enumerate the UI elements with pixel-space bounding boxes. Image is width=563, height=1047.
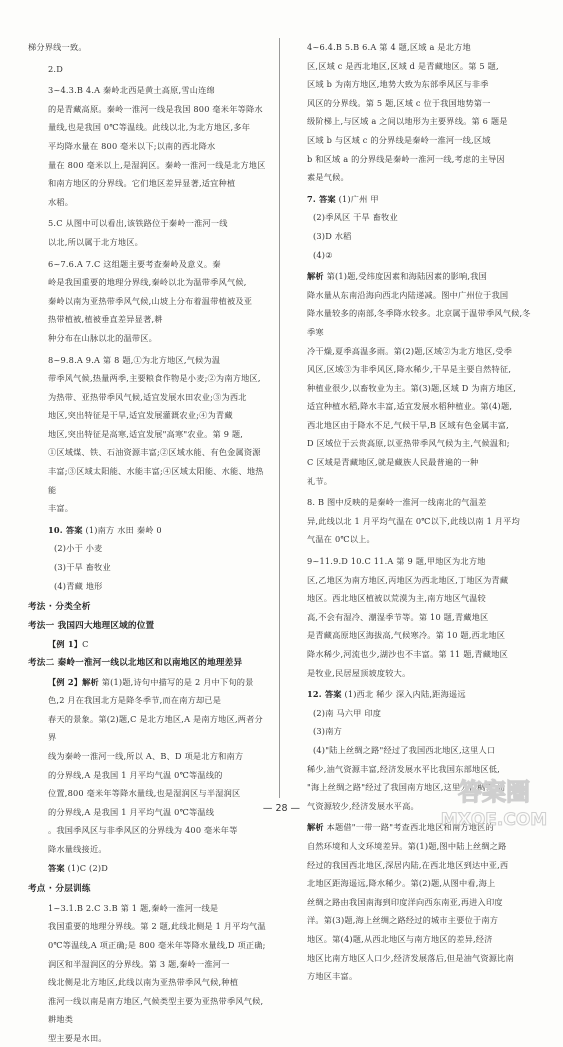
left-text-line: 丰富。 — [48, 503, 74, 514]
right-text-line: 解析 本题借"一带一路"考查西北地区和南方地区的 — [307, 822, 494, 833]
right-text-line: 气温在 0℃以上。 — [307, 534, 375, 545]
bold-label: 7. 答案 — [307, 193, 336, 204]
left-text-line: 3~4.3.B 4.A 秦岭北西是黄土高原,雪山连绵 — [48, 85, 215, 96]
right-text-line: 是青藏高原地区海拔高,气候寒冷。第 10 题,西北地区 — [307, 630, 506, 641]
right-text-line: 区域 b 与区域 c 的分界线是秦岭一淮河一线,区域 — [307, 134, 491, 145]
left-text-line: 地区,突出特征是干旱,适宜发展灌溉农业;④为青藏 — [48, 410, 233, 421]
left-text-line: 1~3.1.B 2.C 3.B 第 1 题,秦岭一淮河一线是 — [48, 902, 219, 913]
right-text-line: 风区,区域③为非季风区,降水稀少,干旱是主要自然特征, — [307, 364, 512, 375]
right-text-line: "海上丝绸之路"经过了我国南方地区,这里人口稠密,油 — [307, 782, 506, 793]
left-text-line: (3)干旱 畜牧业 — [54, 562, 111, 573]
left-text-line: 0℃等温线,A 项正确;是 800 毫米年等降水量线,D 项正确; — [48, 939, 266, 950]
right-text-line: 丝绸之路由我国南海到印度洋向西东南亚,再进入印度 — [307, 896, 503, 907]
left-text-line: 地区,突出特征是高寒,适宜发展"高寒"农业。第 9 题, — [48, 428, 244, 439]
column-divider — [279, 38, 280, 798]
left-text-line: 5.C 从图中可以看出,该铁路位于秦岭一淮河一线 — [48, 218, 228, 229]
left-text-line: 润区和半湿润区的分界线。第 3 题,秦岭一淮河一 — [48, 958, 230, 969]
left-text-line: 的分界线,A 是我国 1 月平均气温 0℃等温线的 — [48, 769, 223, 780]
right-text-line: 稀少,油气资源丰富,经济发展水平比我国东部地区低, — [307, 763, 500, 774]
left-text-line: 色,2 月在我国北方是降冬季节,而在南方却已是 — [48, 695, 222, 706]
left-text-line: 的分界线,A 是我国 1 月平均气温 0℃等温线 — [48, 806, 215, 817]
left-text-line: 带季风气候,热量两季,主要粮食作物是小麦;②为南方地区, — [48, 373, 261, 384]
right-text-line: (2)季风区 干旱 畜牧业 — [313, 212, 398, 223]
right-text-line: 冷干燥,夏季高温多雨。第(2)题,区域②为北方地区,受季 — [307, 345, 513, 356]
left-text-line: ①区域煤、铁、石油资源丰富;②区域水能、有色金属资源 — [48, 447, 261, 458]
left-column — [28, 38, 268, 1047]
right-text-line: 是牧业,民居屋顶坡度较大。 — [307, 667, 411, 678]
right-text-line: (4)② — [313, 249, 333, 260]
right-text-line: 4~6.4.B 5.B 6.A 第 4 题,区域 a 是北方地 — [307, 42, 471, 52]
right-text-line: b 和区域 a 的分界线是秦岭一淮河一线,考虑的主导因 — [307, 153, 505, 164]
left-text-line: 的是青藏高原。秦岭一淮河一线是我国 800 毫米年等降水 — [48, 103, 263, 114]
right-text-line: 方地区丰富。 — [307, 971, 358, 982]
right-column — [287, 38, 535, 986]
left-text-line: (4)青藏 地形 — [54, 580, 103, 591]
right-text-line: 种植业很少,以畜牧业为主。第(3)题,区域 D 为南方地区, — [307, 382, 517, 393]
right-text-line: (3)南方 — [313, 726, 342, 737]
right-text-line: 高,不会有湿冷、潮湿季节等。第 10 题,青藏地区 — [307, 611, 489, 622]
right-text-line: (3)D 水稻 — [313, 230, 352, 241]
left-text-line: 。我国季风区与非季风区的分界线为 400 毫米年等 — [48, 825, 238, 836]
right-text-line: 经过的我国西北地区,深居内陆,在西北地区到达中亚,西 — [307, 859, 509, 870]
right-text-line: 降水量较多的南部,冬季降水较多。北京属于温带季风气候,冬季寒 — [307, 308, 531, 337]
right-text-line: 解析 第(1)题,受纬度因素和海陆因素的影响,我国 — [307, 271, 487, 282]
left-text-line: 和南方地区的分界线。它们地区差异显著,适宜种植 — [48, 178, 236, 189]
left-text-line: 我国重要的地理分界线。第 2 题,此线北侧是 1 月平均气温 — [48, 921, 266, 932]
left-text-line: 量线,也是我国 0℃等温线。此线以北,为北方地区,多年 — [48, 122, 251, 133]
left-text-line: 【例 2】解析 第(1)题,诗句中描写的是 2 月中下旬的景 — [48, 676, 254, 687]
bold-label: 解析 — [307, 822, 324, 833]
right-text-line: 8. B 图中反映的是秦岭一淮河一线南北的气温差 — [307, 497, 487, 508]
right-text-line: 异,此线以北 1 月平均气温在 0℃以下,此线以南 1 月平均 — [307, 515, 520, 526]
right-text-line: 气资源较少,经济发展水平高。 — [307, 800, 419, 811]
left-text-line: 秦岭以南为亚热带季风气候,山坡上分布着温带植被及亚 — [48, 295, 253, 306]
right-text-line: 洋。第(3)题,海上丝绸之路经过的城市主要位于南方 — [307, 915, 499, 926]
right-text-line: 区,乙地区为南方地区,丙地区为西北地区,丁地区为青藏 — [307, 574, 509, 585]
left-text-line: 【例 1】C — [48, 639, 89, 650]
page-number: — 28 — — [262, 803, 301, 814]
right-text-line: 区,区域 c 是西北地区,区域 d 是青藏地区。第 5 题, — [307, 60, 499, 71]
left-text-line: 水稻。 — [48, 196, 74, 207]
svg-text:答案圈: 答案圈 — [458, 778, 530, 806]
right-text-line: 降水稀少,河流也少,湖沙也不丰富。第 11 题,青藏地区 — [307, 649, 508, 659]
left-text-line: 10. 答案 (1)南方 水田 秦岭 0 — [48, 524, 162, 535]
right-text-line: 9~11.9.D 10.C 11.A 第 9 题,甲地区为北方地 — [307, 556, 486, 567]
left-text-line: 位置,800 毫米年等降水量线,也是湿润区与半湿润区 — [48, 788, 241, 799]
left-text-line: 考法二 秦岭一淮河一线以北地区和以南地区的地理差异 — [28, 658, 243, 668]
left-text-line: 淮河一线以南是南方地区,气候类型主要为亚热带季风气候,耕地类 — [48, 995, 264, 1025]
right-text-line: 素是气候。 — [307, 172, 349, 183]
left-text-line: 梯分界线一致。 — [28, 42, 87, 52]
left-text-line: 平均降水量在 800 毫米以下;以南的西北降水 — [48, 140, 216, 151]
right-text-line: D 区域位于云贵高原,以亚热带季风气候为主,气候温和; — [307, 438, 510, 449]
right-text-line: C 区域是青藏地区,就是藏族人民最普遍的一种 — [307, 457, 479, 468]
right-text-line: 适宜种植水稻,降水丰富,适宜发展水稻种植业。第(4)题, — [307, 401, 513, 412]
left-text-line: 8~9.8.A 9.A 第 8 题,①为北方地区,气候为温 — [48, 354, 221, 365]
left-text-line: 6~7.6.A 7.C 这组题主要考查秦岭及意义。秦 — [48, 258, 221, 269]
bold-label: 解析 — [307, 271, 324, 282]
bold-label: 10. 答案 — [48, 524, 83, 535]
svg-text:MXQE.COM: MXQE.COM — [440, 810, 548, 830]
left-text-line: 考点 · 分层训练 — [28, 884, 91, 895]
left-text-line: 丰富;③区域太阳能、水能丰富;④区域太阳能、水能、地热能 — [48, 466, 264, 495]
left-text-line: 为热带、亚热带季风气候,适宜发展水田农业;③为西北 — [48, 391, 247, 402]
left-text-line: 考法一 我国四大地理区域的位置 — [28, 620, 155, 631]
right-text-line: 礼节。 — [307, 475, 333, 486]
right-text-line: 地区比南方地区人口少,经济发展落后,但是油气资源比南 — [307, 952, 514, 963]
left-text-line: 热带植被,植被垂直差异显著,耕 — [48, 314, 163, 325]
left-text-line: 春天的景象。第(2)题,C 是北方地区,A 是南方地区,两者分界 — [48, 713, 263, 743]
right-text-line: 12. 答案 (1)西北 稀少 深入内陆,距海遥远 — [307, 689, 466, 700]
right-text-line: 级阶梯上,与区域 a 之间以地形为主要界线。第 6 题是 — [307, 116, 508, 127]
right-text-line: 降水量从东南沿海向西北内陆递减。图中广州位于我国 — [307, 289, 509, 300]
left-text-line: 线为秦岭一淮河一线,所以 A、B、D 项是北方和南方 — [48, 750, 244, 761]
left-text-line: 答案 (1)C (2)D — [48, 862, 109, 873]
watermark-logo — [430, 770, 558, 832]
left-text-line: (2)小于 小麦 — [54, 543, 103, 554]
right-text-line: (4)"陆上丝绸之路"经过了我国西北地区,这里人口 — [313, 744, 496, 755]
right-text-line: 西北地区由于降水不足,气候干旱,B 区域有色金属丰富, — [307, 419, 509, 430]
left-text-line: 以北,所以属于北方地区。 — [48, 236, 144, 247]
left-text-line: 种分布在山脉以北的温带区。 — [48, 332, 158, 343]
bold-label: 答案 — [48, 862, 65, 873]
left-text-line: 考法 · 分类全析 — [28, 602, 91, 613]
bold-label: 【例 2】解析 — [48, 676, 99, 687]
right-text-line: 风区的分界线。第 5 题,区域 c 位于我国地势第一 — [307, 97, 491, 108]
right-text-line: 7. 答案 (1)广州 甲 — [307, 193, 379, 204]
left-text-line: 岭是我国重要的地理分界线,秦岭以北为温带季风气候, — [48, 277, 247, 288]
left-text-line: 降水量线接近。 — [48, 843, 107, 854]
right-text-line: 区域 b 为南方地区,地势大致为东部季风区与非季 — [307, 79, 489, 90]
left-text-line: 型主要是水田。 — [48, 1032, 107, 1043]
left-text-line: 线北侧是北方地区,此线以南为亚热带季风气候,种植 — [48, 977, 239, 988]
right-text-line: (2)南 马六甲 印度 — [313, 707, 382, 718]
bold-label: 12. 答案 — [307, 689, 342, 700]
right-text-line: 北地区距海遥远,降水稀少。第(2)题,从图中看,海上 — [307, 878, 496, 889]
left-text-line: 量在 800 毫米以上,是湿润区。秦岭一淮河一线是北方地区 — [48, 159, 266, 170]
left-text-line: 2.D — [48, 63, 63, 74]
right-text-line: 自然环境和人文环境差异。第(1)题,图中陆上丝绸之路 — [307, 840, 507, 851]
right-text-line: 地区。第(4)题,从西北地区与南方地区的差异,经济 — [307, 933, 493, 944]
bold-label: 【例 1】 — [48, 639, 83, 650]
right-text-line: 地区。西北地区植被以荒漠为主,南方地区气温较 — [307, 593, 486, 604]
